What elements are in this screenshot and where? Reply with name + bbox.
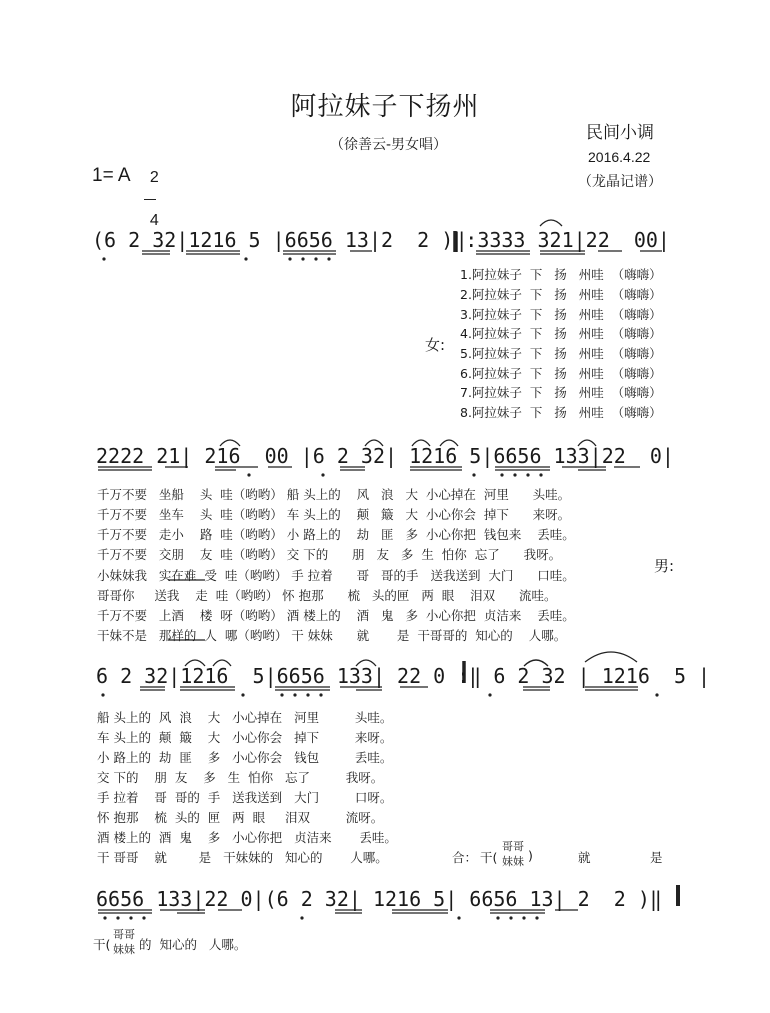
chorus-shi: 是 (650, 850, 663, 865)
female-verse: 1.阿拉妹子 下 扬 州哇 （嗨嗨） (460, 267, 662, 282)
lyric-line: 哥哥你 送我 走 哇（哟哟） 怀 抱那 梳 头的匣 两 眼 泪双 流哇。 (97, 588, 557, 603)
lyric-line: 千万不要 坐船 头 哇（哟哟） 船 头上的 风 浪 大 小心掉在 河里 头哇。 (97, 487, 571, 502)
key-signature: 1= A (92, 165, 131, 186)
lyric-line: 千万不要 坐车 头 哇（哟哟） 车 头上的 颠 簸 大 小心你会 掉下 来呀。 (97, 507, 571, 522)
score-line-1: (6 2 32|1216 5 |6656 13|2 2 )‖:3333 321|22 00| (92, 228, 670, 252)
final-rest: 的 知心的 人哪。 (139, 937, 247, 952)
lyric-line: 千万不要 上酒 楼 呀（哟哟） 酒 楼上的 酒 鬼 多 小心你把 贞洁来 丢哇。 (97, 608, 575, 623)
lyric-line: 小 路上的 劫 匪 多 小心你会 钱包 丢哇。 (97, 750, 393, 765)
lyric-line: 交 下的 朋 友 多 生 怕你 忘了 我呀。 (97, 770, 384, 785)
chorus-jiu: 就 (578, 850, 591, 865)
final-meimei: 妹妹 (113, 943, 135, 956)
lyric-line: 干妹不是 那样的 人 哪（哟哟） 干 妹妹 就 是 干哥哥的 知心的 人哪。 (97, 628, 567, 643)
lyric-line: 小妹妹我 实在难 受 哇（哟哟） 手 拉着 哥 哥的手 送我送到 大门 口哇。 (97, 568, 575, 583)
female-verse: 2.阿拉妹子 下 扬 州哇 （嗨嗨） (460, 287, 662, 302)
score-line-2: 2222 21| 216 00 |6 2 32| 1216 5|6656 133|22 0| (96, 444, 674, 468)
time-signature (141, 157, 159, 228)
lyric-line: 船 头上的 风 浪 大 小心掉在 河里 头哇。 (97, 710, 393, 725)
time-top: 2 (149, 169, 159, 186)
male-part-label: 男: (654, 557, 675, 575)
chorus-close: ) (528, 848, 533, 863)
female-verse: 6.阿拉妹子 下 扬 州哇 （嗨嗨） (460, 366, 662, 381)
lyric-line: 酒 楼上的 酒 鬼 多 小心你把 贞洁来 丢哇。 (97, 830, 397, 845)
chorus-gege: 哥哥 (502, 840, 524, 853)
lyric-line: 千万不要 走小 路 哇（哟哟） 小 路上的 劫 匪 多 小心你把 钱包来 丢哇。 (97, 527, 575, 542)
female-verse: 7.阿拉妹子 下 扬 州哇 （嗨嗨） (460, 385, 662, 400)
final-gege: 哥哥 (113, 928, 135, 941)
singer-credit: （徐善云-男女唱） (330, 137, 448, 153)
score-line-3: 6 2 32|1216 5|6656 133| 22 0 :‖ 6 2 32 | 1216 5 | (96, 664, 711, 688)
chorus-meimei: 妹妹 (502, 855, 524, 868)
female-verse: 4.阿拉妹子 下 扬 州哇 （嗨嗨） (460, 326, 662, 341)
lyric-line: 车 头上的 颠 簸 大 小心你会 掉下 来呀。 (97, 730, 393, 745)
score-date: 2016.4.22 (588, 149, 651, 165)
final-gan: 干( (93, 937, 111, 952)
genre-label: 民间小调 (586, 123, 654, 143)
lyric-line: 千万不要 交朋 友 哇（哟哟） 交 下的 朋 友 多 生 怕你 忘了 我呀。 (97, 547, 562, 562)
score-line-4: 6656 133|22 0|(6 2 32| 1216 5| 6656 13| 2 2 )‖ (96, 887, 662, 911)
notator-credit: （龙晶记谱） (578, 174, 662, 190)
lyric-line: 怀 抱那 梳 头的 匣 两 眼 泪双 流呀。 (97, 810, 384, 825)
lyric-line: 干 哥哥 就 是 干妹妹的 知心的 人哪。 (97, 850, 388, 865)
female-part-label: 女: (425, 336, 446, 354)
time-bottom: 4 (149, 212, 159, 229)
lyric-line: 手 拉着 哥 哥的 手 送我送到 大门 口呀。 (97, 790, 393, 805)
chorus-label: 合： (452, 850, 478, 865)
female-verse: 8.阿拉妹子 下 扬 州哇 （嗨嗨） (460, 405, 662, 420)
female-verse: 5.阿拉妹子 下 扬 州哇 （嗨嗨） (460, 346, 662, 361)
chorus-gan: 干( (480, 850, 498, 865)
song-title: 阿拉妹子下扬州 (290, 92, 480, 122)
female-verse: 3.阿拉妹子 下 扬 州哇 （嗨嗨） (460, 307, 662, 322)
